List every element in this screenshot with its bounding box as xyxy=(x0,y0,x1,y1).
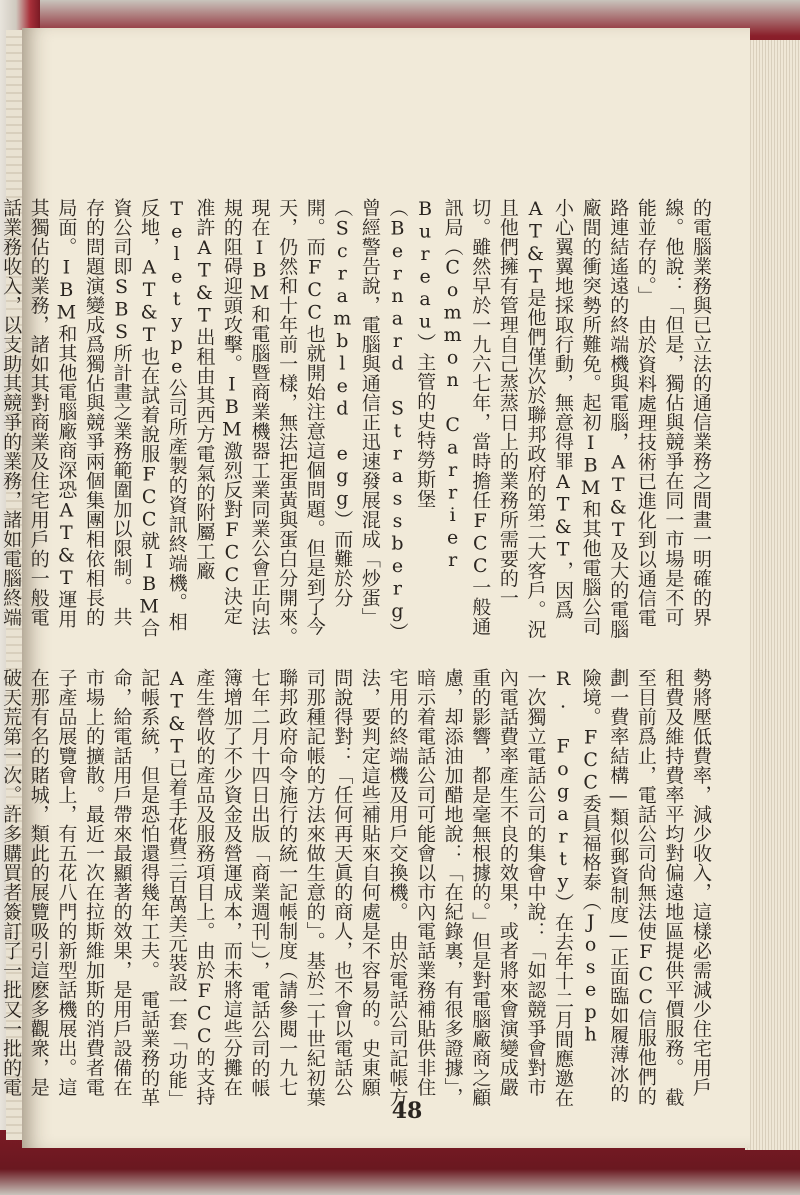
page-edges xyxy=(745,40,800,1150)
upper-text-block: 的電腦業務與已立法的通信業務之間畫一明確的界線。他說：「但是，獨佔與競爭在同一市場是不可能並存的。」 由於資料處理技術已進化到以通信電路連結遙遠的終端機與電腦，AT&T及大的電腦廠間的衝突勢所難免。起初IBM和其他電腦公司小心翼翼地採取行動，無意得罪AT&T，因爲AT&T是他們僅次於聯邦政府的第二大客戶。況且他們擁有管理自己蒸蒸日上的業務所需要的一切。雖然早於一九六七年，當時擔任FCC一般通訊局（Common Carrier Bureau）主管的史特勞斯堡（Bernard Strassberg）曾經警告說，電腦與通信正迅速發展混成「炒蛋」（Scrambled egg）而難於分開。而FCC也就開始注意這個問題。但是到了今天，仍然和十年前一樣，無法把蛋黃與蛋白分開來。 現在IBM和電腦暨商業機器工業同業公會正向法規的阻碍迎頭攻擊。IBM激烈反對FCC決定准許AT&T出租由其西方電氣的附屬工廠Teletype公司所產製的資訊終端機。相反地，AT&T也在試着說服FCC就IBM合資公司即SBS所計畫之業務範圍加以限制。 共存的問題演變成爲獨佔與競爭兩個集團相依相長的局面。IBM和其他電腦廠商深恐AT&T運用其獨佔的業務，諸如其對商業及住宅用戶的一般電話業務收入，以支助其競爭的業務，諸如電腦終端 xyxy=(0,198,712,642)
lower-text-block: 勢將壓低費率，減少收入，這樣必需減少住宅用戶租費及維持費率平均對偏遠地區提供平價服務。 截至目前爲止，電話公司尙無法使FCC信服他們的劃一費率結構—類似郵資制度—正面臨如履薄冰的險境。FCC委員福格泰（Joseph R. Fogarty）在去年十二月間應邀在一次獨立電話公司的集會中說：「如認競爭會對市內電話費率產生不良的效果，或者將來會演變成嚴重的影響，都是毫無根據的。」但是對電腦廠商之顧慮，却添油加醋地說：「在紀錄裏，有很多證據」，暗示着電話公司可能會以市內電話業務補貼供非住宅用的終端機及用戶交換機。 由於電話公司記帳方法，要判定這些補貼來自何處是不容易的。史東願問說得對：「任何再天眞的商人，也不會以電話公司那種記帳的方法來做生意的」。基於二十世紀初葉聯邦政府命令施行的統一記帳制度（請參閱一九七七年二月十四日出版「商業週刊」），電話公司的帳簿增加了不少資金及營運成本，而未將這些分攤在產生營收的產品及服務項目上。由於FCC的支持AT&T已着手花費三百萬美元裝設一套「功能」記帳系統，但是恐怕還得幾年工夫。 電話業務的革命，給電話用戶帶來最顯著的效果，是用戶設備在市場上的擴散。最近一次在拉斯維加斯的消費者電子產品展覽會上，有五花八門的新型話機展出。這在那有名的賭城，類此的展覽吸引這麽多觀衆，是破天荒第一次。許多購買者簽訂了一批又一批的電 xyxy=(0,668,712,1109)
page-number: 48 xyxy=(391,1098,423,1124)
book-page xyxy=(0,28,750,1148)
